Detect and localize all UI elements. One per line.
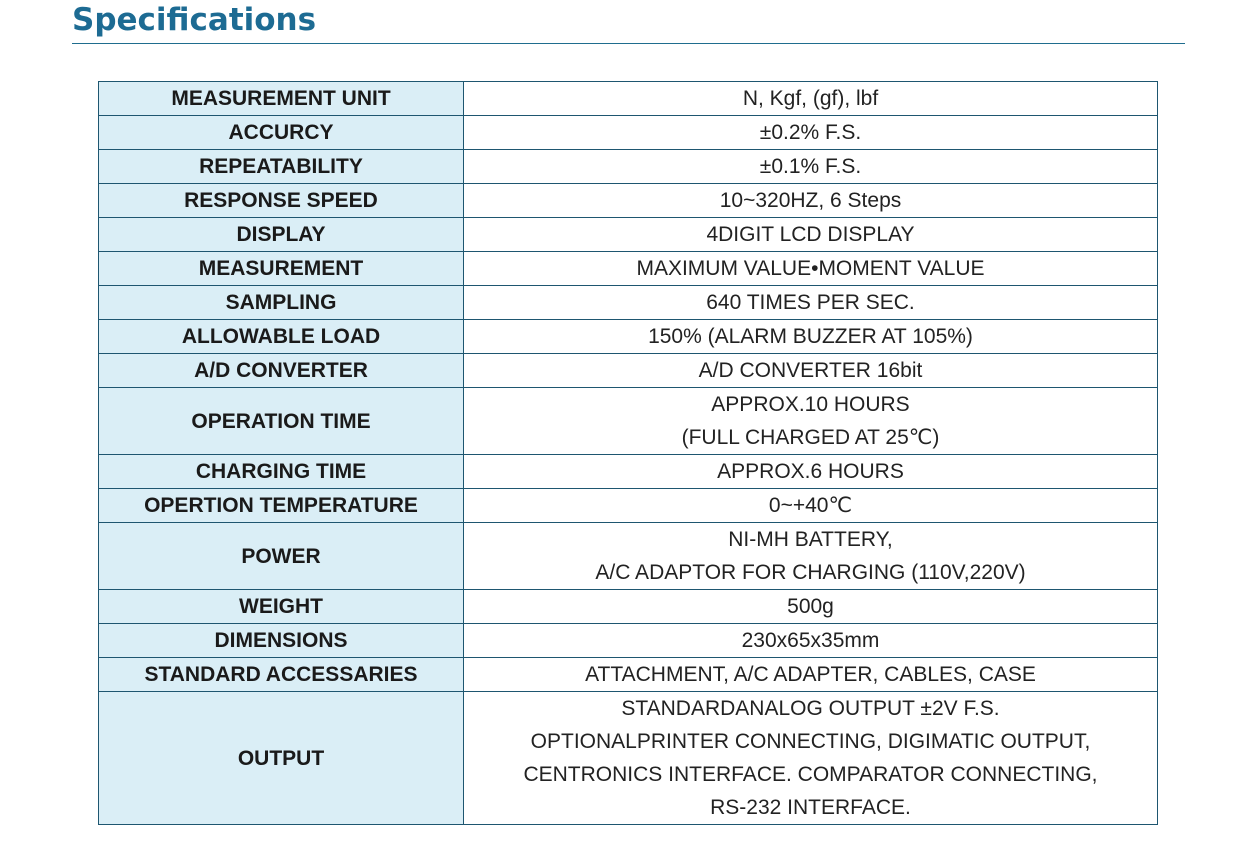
spec-value-line: 500g [787,595,834,618]
spec-label-cell: MEASUREMENT UNIT [99,82,464,116]
table-row [99,624,1158,658]
spec-value-cell [464,320,1158,354]
spec-value-line: STANDARDANALOG OUTPUT ±2V F.S. [621,697,1000,720]
spec-label-cell: A/D CONVERTER [99,354,464,388]
table-row [99,354,1158,388]
spec-value-line: OPTIONALPRINTER CONNECTING, DIGIMATIC OUTPUT, [530,730,1091,753]
spec-value-line: ±0.2% F.S. [759,121,862,144]
spec-label-cell: OPERATION TIME [99,388,464,455]
spec-value-cell [464,184,1158,218]
spec-value-line: CENTRONICS INTERFACE. COMPARATOR CONNECTING, [523,763,1098,786]
spec-value-line: 150% (ALARM BUZZER AT 105%) [648,325,973,348]
table-row [99,590,1158,624]
table-row [99,286,1158,320]
spec-value-cell [464,489,1158,523]
spec-label-cell: CHARGING TIME [99,455,464,489]
spec-value-line: 0~+40℃ [768,494,853,517]
spec-value-cell [464,388,1158,455]
spec-value-cell [464,624,1158,658]
spec-value-line: 10~320HZ, 6 Steps [719,189,902,212]
spec-value-cell [464,116,1158,150]
spec-value-cell [464,218,1158,252]
spec-value-line: NI-MH BATTERY, [728,528,893,551]
spec-value-cell [464,692,1158,825]
spec-label-cell: ACCURCY [99,116,464,150]
spec-label-cell: MEASUREMENT [99,252,464,286]
spec-label-cell: ALLOWABLE LOAD [99,320,464,354]
table-row [99,150,1158,184]
spec-value-cell [464,354,1158,388]
spec-value-line: 4DIGIT LCD DISPLAY [706,223,915,246]
spec-label-cell: POWER [99,523,464,590]
spec-value-cell [464,150,1158,184]
spec-value-cell [464,658,1158,692]
table-row [99,320,1158,354]
section-heading [72,0,1185,44]
specifications-table-body [99,82,1158,825]
table-row [99,658,1158,692]
spec-value-line: APPROX.6 HOURS [717,460,904,483]
spec-label-cell: OPERTION TEMPERATURE [99,489,464,523]
spec-value-line: A/C ADAPTOR FOR CHARGING (110V,220V) [595,561,1026,584]
spec-label-cell: STANDARD ACCESSARIES [99,658,464,692]
spec-value-cell [464,523,1158,590]
page-title: Specifications [72,2,317,38]
table-row [99,455,1158,489]
spec-label-cell: RESPONSE SPEED [99,184,464,218]
spec-value-line: 230x65x35mm [741,629,880,652]
table-row [99,218,1158,252]
spec-value-line: A/D CONVERTER 16bit [698,359,923,382]
spec-label-cell: SAMPLING [99,286,464,320]
table-row [99,82,1158,116]
spec-value-line: MAXIMUM VALUE•MOMENT VALUE [636,257,985,280]
spec-value-line: RS-232 INTERFACE. [710,796,911,819]
table-row [99,489,1158,523]
spec-value-cell [464,252,1158,286]
specifications-table [98,81,1158,825]
spec-label-cell: WEIGHT [99,590,464,624]
spec-value-line: APPROX.10 HOURS [711,393,910,416]
spec-label-cell: OUTPUT [99,692,464,825]
table-row [99,523,1158,590]
spec-value-line: ATTACHMENT, A/C ADAPTER, CABLES, CASE [585,663,1036,686]
spec-value-cell [464,286,1158,320]
spec-label-cell: REPEATABILITY [99,150,464,184]
table-row [99,184,1158,218]
table-row [99,252,1158,286]
spec-value-line: (FULL CHARGED AT 25℃) [681,426,940,449]
spec-value-cell [464,590,1158,624]
spec-value-line: N, Kgf, (gf), lbf [742,87,879,110]
spec-label-cell: DIMENSIONS [99,624,464,658]
table-row [99,388,1158,455]
spec-value-line: 640 TIMES PER SEC. [706,291,915,314]
spec-value-cell [464,82,1158,116]
spec-label-cell: DISPLAY [99,218,464,252]
spec-value-line: ±0.1% F.S. [759,155,862,178]
table-row [99,692,1158,825]
spec-value-cell [464,455,1158,489]
table-row [99,116,1158,150]
